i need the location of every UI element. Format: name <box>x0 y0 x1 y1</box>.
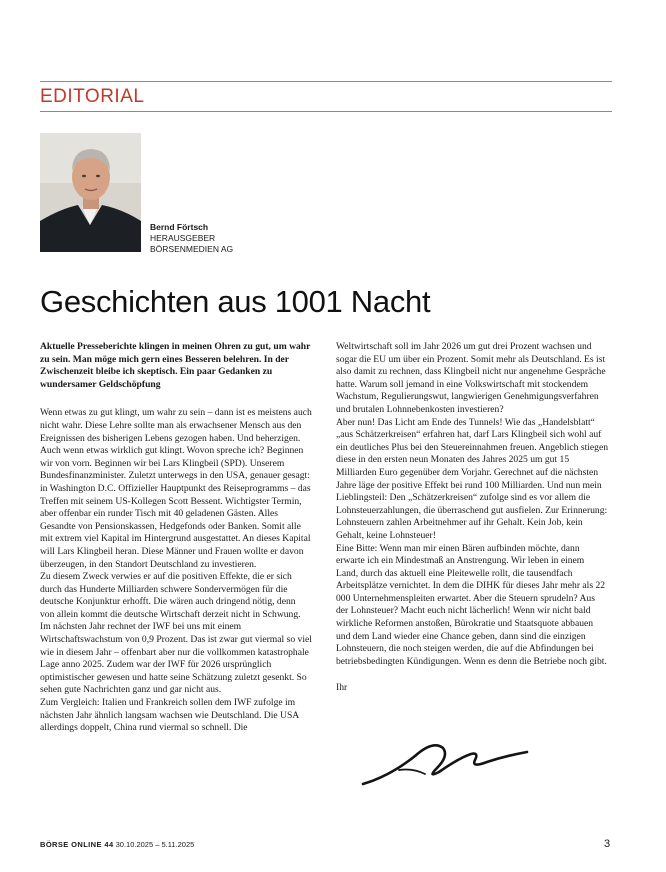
text-column-left <box>40 341 312 735</box>
body-paragraph: Weltwirtschaft soll im Jahr 2026 um gut drei Prozent wachsen und sogar die EU um über ein Prozent. Somit mehr als Deutschland. Es ist also damit zu rechnen, dass Klingbeil nicht nur angenehme Gespräche hatte. Warum soll jemand in eine Volkswirtschaft mit stockendem Wachstum, Regulierungswut, langwierigen Genehmigungsverfahren und brutalen Lohnnebenkosten investieren? <box>336 341 606 415</box>
lead-paragraph: Aktuelle Presseberichte klingen in meinen Ohren zu gut, um wahr zu sein. Man möge mich gern eines Besseren belehren. In der Zwischenzeit bleibe ich skeptisch. Ein paar Gedanken zu wundersamer Geldschöpfung <box>40 341 311 390</box>
author-photo <box>40 133 141 252</box>
author-name: Bernd Förtsch <box>150 222 209 232</box>
section-label: EDITORIAL <box>40 86 145 107</box>
issue-dates: 30.10.2025 – 5.11.2025 <box>115 840 195 849</box>
body-paragraph: Aber nun! Das Licht am Ende des Tunnels! Wie das „Handelsblatt“ „aus Schätzerkreisen“ erfahren hat, darf Lars Klingbeil sich wohl auf ein deutliches Plus bei den Steuereinnahmen freuen. Angeblich stiegen diese in den ersten neun Monaten des Jahres 2025 um gut 15 Milliarden Euro gegenüber dem Vorjahr. Gerechnet auf die nächsten Jahre läge der positive Effekt bei rund 100 Milliarden. Und nun mein Lieblingsteil: Den „Schätzerkreisen“ zufolge sind es vor allem die Lohnsteuerzahlungen, die überraschend gut ausfielen. Zur Erinnerung: Lohnsteuern zahlen Arbeitnehmer auf ihr Gehalt. Kein Job, kein Gehalt, keine Lohnsteuer! <box>336 416 609 541</box>
signature-image <box>355 734 535 792</box>
page-number: 3 <box>604 838 611 850</box>
magazine-name: BÖRSE ONLINE 44 <box>40 840 114 849</box>
text-column-right <box>336 341 608 695</box>
closing-word: Ihr <box>336 682 348 694</box>
author-company: BÖRSENMEDIEN AG <box>150 244 234 254</box>
body-paragraph: Wenn etwas zu gut klingt, um wahr zu sein – dann ist es meistens auch nicht wahr. Diese Lehre sollte man als erwachsener Mensch aus den Ereignissen des bisherigen Lebens gezogen haben. Und beherzigen. Auch wenn etwas wirklich gut klingt. Wovon spreche ich? Beginnen wir von vorn. Beginnen wir bei Lars Klingbeil (SPD). Unserem Bundesfinanzminister. Zuletzt unterwegs in den USA, genauer gesagt: in Washington D.C. Offizieller Hauptpunkt des Reiseprogramms – das Treffen mit seinem US-Kollegen Scott Bessent. Wichtigster Termin, aber offenbar ein runder Tisch mit 40 geladenen Gästen. Alles Gesandte von Pensionskassen, Hedgefonds oder Banken. Somit alle mit extrem viel Kapital im Hintergrund ausgestattet. An dieses Kapital will Lars Klingbeil heran. Diese Männer und Frauen wollte er davon überzeugen, in den Standort Deutschland zu investieren. <box>40 407 312 570</box>
top-rule <box>40 81 612 82</box>
section-rule <box>40 111 612 112</box>
author-byline <box>150 222 233 255</box>
body-paragraph: Eine Bitte: Wenn man mir einen Bären aufbinden möchte, dann erwarte ich ein Mindestmaß an Anstrengung. Wir leben in einem Land, durch das aktuell eine Pleitewelle rollt, die tausendfach Arbeitsplätze vernichtet. In dem die DIHK für dieses Jahr mehr als 22 000 Unternehmenspleiten erwartet. Aber die Steuern sprudeln? Aus der Lohnsteuer? Macht euch nicht lächerlich! Wenn wir nicht bald wirkliche Reformen anstoßen, Bürokratie und Staatsquote abbauen und dem Land wieder eine Chance geben, dann sind die einzigen Lohnsteuern, die noch steigen werden, die auf die Abfindungen bei betriebsbedingten Kündigungen. Wenn es denn die Betriebe noch gibt. <box>336 542 607 667</box>
body-paragraph: Zum Vergleich: Italien und Frankreich sollen dem IWF zufolge im nächsten Jahr ähnlich langsam wachsen wie Deutschland. Die USA allerdings doppelt, China rund viermal so schnell. Die <box>40 697 299 734</box>
body-paragraph: Zu diesem Zweck verwies er auf die positiven Effekte, die er sich durch das Hunderte Milliarden schwere Sondervermögen für die deutsche Konjunktur erhofft. Die wären auch dringend nötig, denn von allein kommt die deutsche Wirtschaft derzeit nicht in Schwung. Im nächsten Jahr rechnet der IWF bei uns mit einem Wirtschaftswachstum von 0,9 Prozent. Das ist zwar gut viermal so viel wie in diesem Jahr – offenbart aber nur die vollkommen katastrophale Lage anno 2025. Zudem war der IWF für 2026 ursprünglich optimistischer gewesen und hatte seine Schätzung zuletzt gesenkt. So sehen gute Nachrichten ganz und gar nicht aus. <box>40 571 312 696</box>
headline: Geschichten aus 1001 Nacht <box>40 284 431 319</box>
author-role: HERAUSGEBER <box>150 233 216 243</box>
page-footer <box>40 840 194 849</box>
